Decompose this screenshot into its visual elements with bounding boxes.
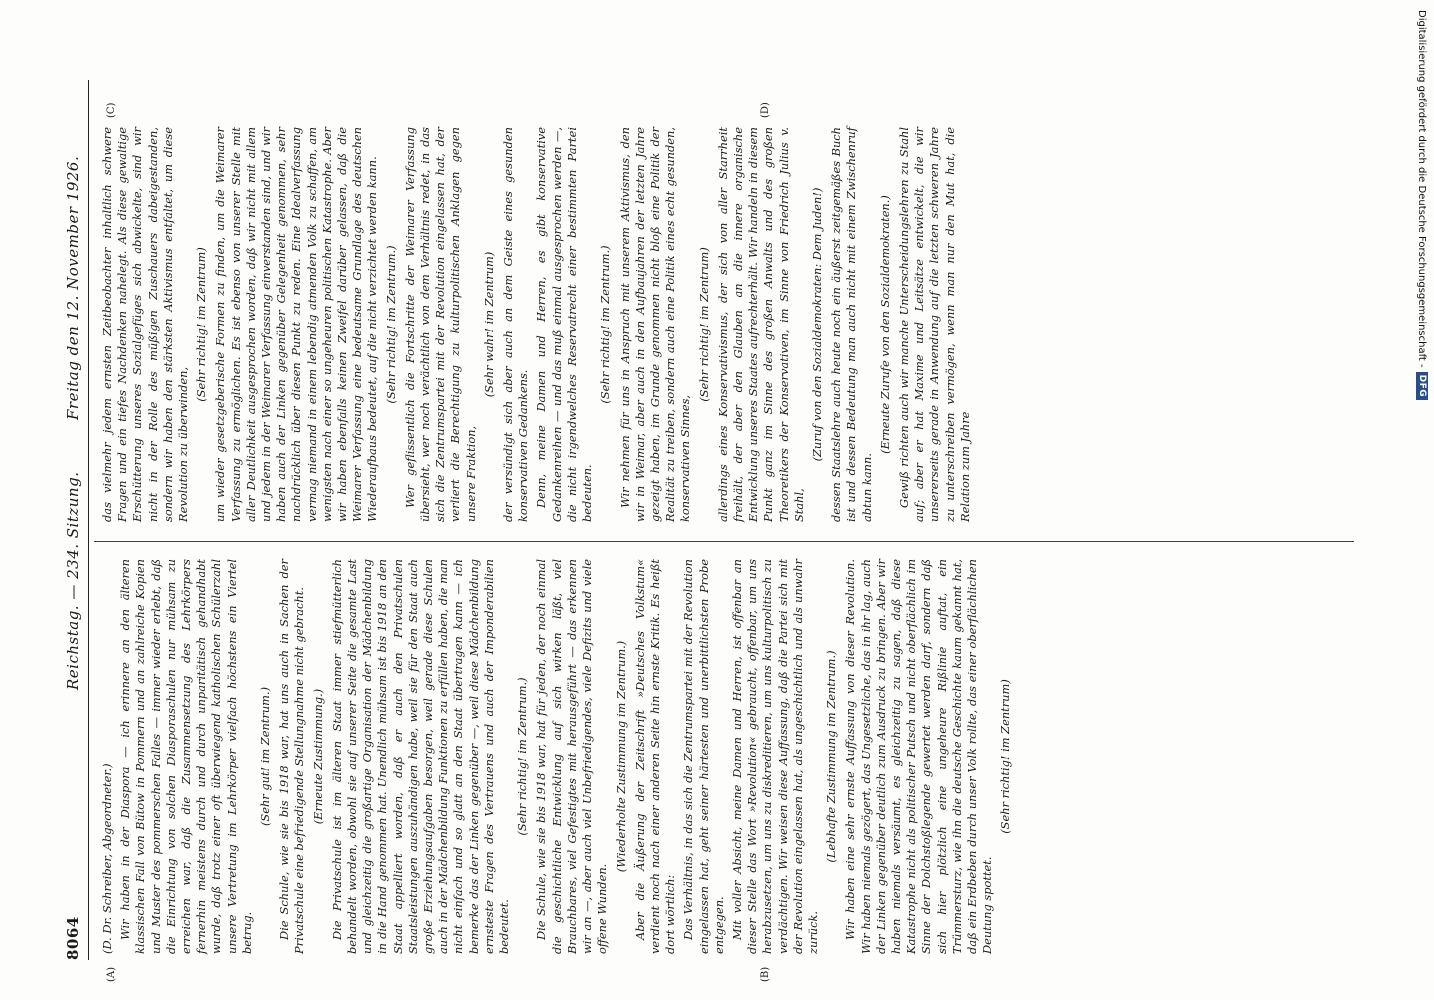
paragraph: Gewiß richten auch wir manche Unterscheidungslehren zu Stahl auf; aber er hat Maxime und Leitsätze entwickelt, die wir unsererseits gerade in Anwendung auf die letzten schweren Jahre zu unterschreiben vermögen, wenn man nur den Mut hat, die Relation zum Jahre <box>896 127 972 522</box>
column-divider <box>94 541 1354 542</box>
interjection: (Sehr richtig! im Zentrum.) <box>598 245 613 404</box>
margin-marker-c: (C) <box>106 102 117 118</box>
interjection: (Sehr gut! im Zentrum.) <box>258 686 273 827</box>
interjection: (Sehr richtig! im Zentrum) <box>194 247 209 402</box>
interjection: (Sehr wahr! im Zentrum) <box>481 251 496 398</box>
interjection: (Sehr richtig! im Zentrum.) <box>515 677 530 836</box>
paragraph: das vielmehr jedem ernsten Zeitbeobachter inhaltlich schwere Fragen und ein tiefes Nachdenken nahelegt. Als diese gewaltige Erschütterung unseres Sozialgefüges sich abwickelte, sind wir nicht in der Rolle des müßigen Zuschauers dabeigestanden, sondern wir haben den stärksten Aktivismus entfaltet, um diese Revolution zu überwinden, <box>100 127 191 522</box>
margin-marker-d: (D) <box>760 102 771 118</box>
paragraph: allerdings eines Konservativismus, der sich von aller Starrheit freihält, der aber den Glauben an die innere organische Entwicklung unseres Staates aufrechterhält. Wir handeln in diesem Punkt ganz im Sinne des großen Anwalts und des großen Theoretikers der Konservativen, im Sinne von Friedrich Julius v. Stahl, <box>715 127 806 522</box>
left-text-column <box>100 559 1018 954</box>
paragraph: dessen Staatslehre auch heute noch ein äußerst zeitgemäßes Buch ist und dessen Bedeutung man auch nicht mit einem Zwischenruf abtun kann. <box>829 127 874 522</box>
paragraph: Wir nehmen für uns in Anspruch mit unserem Aktivismus, den wir in Weimar, aber auch in den Aufbaujahren der letzten Jahre gezeigt haben, im Grunde genommen nicht bloß eine Politik der Realität zu treiben, sondern auch eine Politik eines echt gesunden, konservativen Sinnes, <box>617 127 693 522</box>
paragraph: Wer geflissentlich die Fortschritte der Weimarer Verfassung übersieht, wer noch verächtlich von dem Verhältnis redet, in das sich die Zentrumspartei mit der Revolution eingelassen hat, der verliert die Berechtigung zu kulturpolitischen Anklagen gegen unsere Fraktion, <box>402 127 478 522</box>
page-number: 8064 <box>64 916 82 960</box>
interjection: (Sehr richtig! im Zentrum.) <box>383 245 398 404</box>
rotated-newspaper-page <box>60 80 1380 982</box>
interjection: (Erneute Zustimmung.) <box>310 688 325 825</box>
paragraph: Denn, meine Damen und Herren, es gibt konservative Gedankenreihen — und das muß einmal ausgesprochen werden —, die nicht irgendwelches Reservatrecht einer bestimmten Partei bedeuten. <box>534 127 595 522</box>
interjection: (Wiederholte Zustimmung im Zentrum.) <box>613 640 628 873</box>
paragraph: Die Schule, wie sie bis 1918 war, hat für jeden, der noch einmal die geschichtliche Entwicklung auf sich wirken läßt, viel Brauchbares, viel Gefestigtes mit herausgeführt — das erkennen wir an —, aber auch viel Unbefriedigendes, viele Defizits und viele offene Wunden. <box>534 559 610 954</box>
margin-marker-b: (B) <box>760 966 771 982</box>
paragraph: Aber die Äußerung der Zeitschrift »Deutsches Volkstum« verdient noch nach einer anderen Seite hin ernste Kritik. Es heißt dort wörtlich: <box>632 559 678 954</box>
dfg-logo-icon: DFG <box>1416 372 1428 401</box>
page-header <box>60 80 88 960</box>
margin-marker-a: (A) <box>106 966 117 982</box>
paragraph: Wir haben in der Diaspora — ich erinnere an den älteren klassischen Fall von Bütow in Pommern und an zahlreiche Kopien und Muster des pommerschen Falles — immer wieder erlebt, daß die Einrichtung von solchen Diasporaschulen nur mühsam zu erreichen war, daß die Zusammensetzung des Lehrkörpers fernerhin meistens durch und durch unparitätisch gehandhabt wurde, daß trotz einer oft überwiegend katholischen Schülerzahl unsere Vertretung im Lehrkörper vielfach höchstens ein Viertel betrug. <box>118 559 254 954</box>
paragraph: Das Verhältnis, in das sich die Zentrumspartei mit der Revolution eingelassen hat, geht seiner härtesten und unerbittlichsten Probe entgegen. <box>681 559 726 954</box>
interjection: (Sehr richtig! im Zentrum) <box>696 247 711 402</box>
interjection: (Sehr richtig! im Zentrum) <box>998 679 1013 834</box>
paragraph: Wir haben eine sehr ernste Auffassung von dieser Revolution. Wir haben niemals gezögert, das Ungesetzliche, das in ihr lag, auch der Linken gegenüber deutlich zum Ausdruck zu bringen. Aber wir haben niemals versäumt, es gleichzeitig zu sagen, daß diese Katastrophe nicht als politischer Putsch und nicht oberflächlich im Sinne der Dolchstoßlegende gewertet werden darf, sondern daß sich hier plötzlich eine ungeheure Rißlinie auftat, ein Trümmersturz, wie ihn die deutsche Geschichte kaum gekannt hat, daß ein Erdbeben durch unser Volk rollte, das einer oberflächlichen Deutung spottet. <box>843 559 995 954</box>
paragraph: Die Schule, wie sie bis 1918 war, hat uns auch in Sachen der Privatschule eine befriedigende Stellungnahme nicht gebracht. <box>277 559 307 954</box>
paragraph: Die Privatschule ist im älteren Staat immer stiefmütterlich behandelt worden, obwohl sie auf unserer Seite die gesamte Last und gleichzeitig die großartige Organisation der Mädchenbildung in die Hand genommen hat. Unendlich mühsam ist bis 1918 an den Staat appelliert worden, daß er auch den Privatschulen Staatsleistungen auszuhändigen habe, weil sie für den Staat auch große Erziehungsaufgaben besorgen, weil gerade diese Schulen auch in der Mädchenbildung Funktionen zu erfüllen haben, die man nicht einfach und so glatt an den Staat übertragen kann — ich bemerke das der Linken gegenüber —, weil diese Mädchenbildung ernsteste Fragen des Vertrauens und auch der Imponderabilien bedeutet. <box>329 559 512 954</box>
paragraph: um wieder gesetzgeberische Formen zu finden, um die Weimarer Verfassung zu ermöglichen. Es ist ebenso von unserer Stelle mit aller Deutlichkeit ausgesprochen worden, daß wir nicht mit allem und jedem in der Weimarer Verfassung einverstanden sind, und wir haben auch der Linken gegenüber Gelegenheit genommen, sehr nachdrücklich über diesen Punkt zu reden. Eine Idealverfassung vermag niemand in einem lebendig atmenden Volk zu schaffen, am wenigsten nach einer so ungeheuren politischen Katastrophe. Aber wir haben ebenfalls keinen Zweifel darüber gelassen, daß die Weimarer Verfassung eine bedeutsame Grundlage des deutschen Wiederaufbaus bedeutet, auf die nicht verzichtet werden kann. <box>213 127 380 522</box>
interjection: (Lebhafte Zustimmung im Zentrum.) <box>824 650 839 863</box>
session-date: Freitag den 12. November 1926. <box>64 155 82 420</box>
credit-text: Digitalisierung gefördert durch die Deutsche Forschungsgemeinschaft - <box>1416 10 1428 368</box>
session-title: Reichstag. — 234. Sitzung. <box>64 471 82 690</box>
header-rule <box>88 80 89 960</box>
digitization-credit <box>1410 10 1432 990</box>
interjection: (Erneute Zurufe von den Sozialdemokraten.) <box>877 195 892 454</box>
paragraph: der versündigt sich aber auch an dem Geiste eines gesunden konservativen Gedankens. <box>501 127 531 522</box>
right-text-column <box>100 127 976 522</box>
paragraph: (D. Dr. Schreiber, Abgeordneter.) <box>100 763 114 954</box>
interjection: (Zuruf von den Sozialdemokraten: Dem Juden!) <box>809 187 824 462</box>
paragraph: Mit voller Absicht, meine Damen und Herren, ist offenbar an dieser Stelle das Wort »Revolution« gebraucht, offenbar, um uns herabzusetzen, um uns zu diskreditieren, um uns kulturpolitisch zu verdächtigen. Wir weisen diese Auffassung, daß die Partei sich mit der Revolution eingelassen hat, als ungeschichtlich und als unwahr zurück. <box>729 559 820 954</box>
